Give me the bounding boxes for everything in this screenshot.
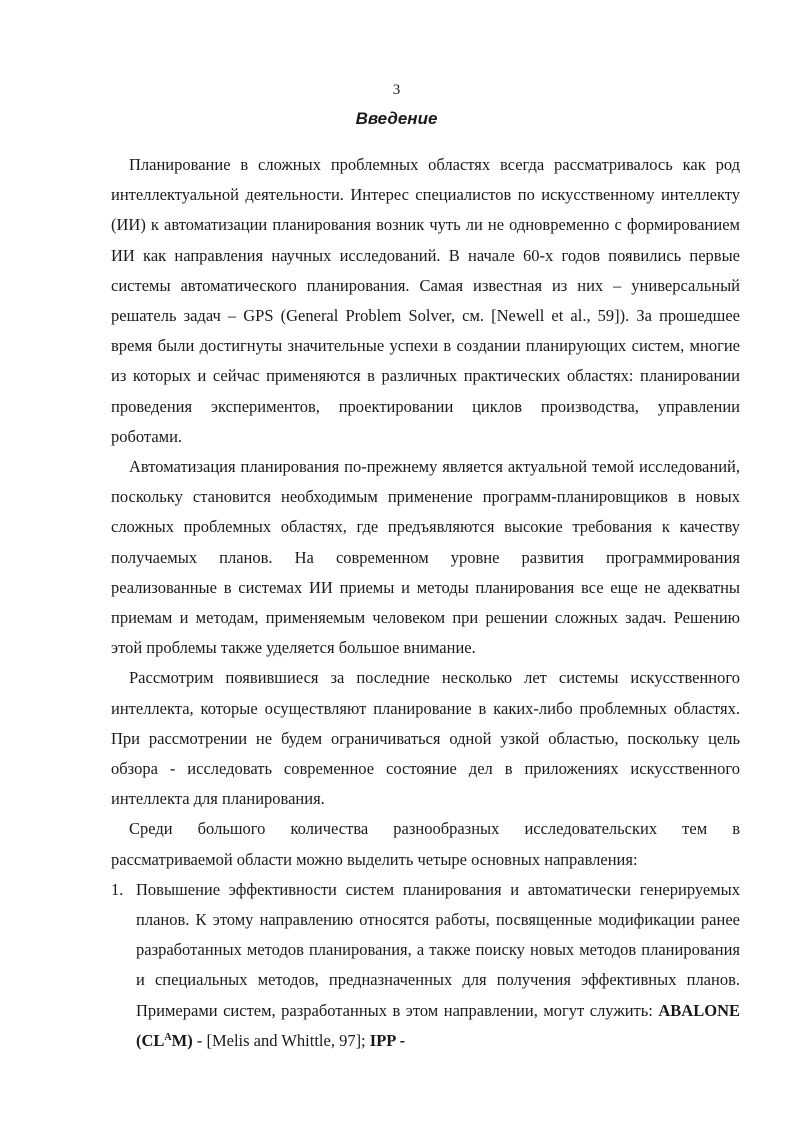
list-item: [111, 875, 740, 1056]
body-text: [111, 150, 740, 1056]
paragraph-3: Рассмотрим появившиеся за последние несколько лет системы искусственного интеллекта, которые осуществляют планирование в каких-либо проблемных областях. При рассмотрении не будем ограничиваться одной узкой областью, поскольку цель обзора - исследовать современное состояние дел в приложениях искусственного интеллекта для планирования.: [111, 668, 740, 809]
paragraph-2: Автоматизация планирования по-прежнему является актуальной темой исследований, поскольку становится необходимым применение программ-планировщиков в новых сложных проблемных областях, где предъявляются высокие требования к качеству получаемых планов. На современном уровне развития программирования реализованные в системах ИИ приемы и методы планирования все еще не адекватны приемам и методам, применяемым человеком при решении сложных задач. Решению этой проблемы также уделяется большое внимание.: [111, 457, 740, 658]
system-name-ipp: IPP -: [369, 1030, 406, 1050]
list-item-text: Повышение эффективности систем планирования и автоматически генерируемых планов. К этому направлению относятся работы, посвященные модификации ранее разработанных методов планирования, а также поиску новых методов планирования и специальных методов, предназначенных для получения эффективных планов. Примерами систем, разработанных в этом направлении, могут служить:: [136, 879, 740, 1020]
paragraph-4: Среди большого количества разнообразных исследовательских тем в рассматриваемой области можно выделить четыре основных направления:: [111, 819, 740, 869]
directions-list: [111, 875, 740, 1056]
section-heading: Введение: [355, 109, 438, 128]
page-number: 3: [392, 82, 401, 98]
list-item-number: 1.: [111, 879, 124, 899]
reference-citation: - [Melis and Whittle, 97];: [192, 1030, 370, 1050]
paragraph-1: Планирование в сложных проблемных областях всегда рассматривалось как род интеллектуальной деятельности. Интерес специалистов по искусственному интеллекту (ИИ) к автоматизации планирования возник чуть ли не одновременно с формированием ИИ как направления научных исследований. В начале 60-х годов появились первые системы автоматического планирования. Самая известная из них – универсальный решатель задач – GPS (General Problem Solver, см. [Newell et al., 59]). За прошедшее время были достигнуты значительные успехи в создании планирующих систем, многие из которых и сейчас применяются в различных практических областях: планировании проведения экспериментов, проектировании циклов производства, управлении роботами.: [111, 155, 740, 446]
system-name-abalone: ABALONE $(CL^AM)$: [136, 1000, 740, 1050]
